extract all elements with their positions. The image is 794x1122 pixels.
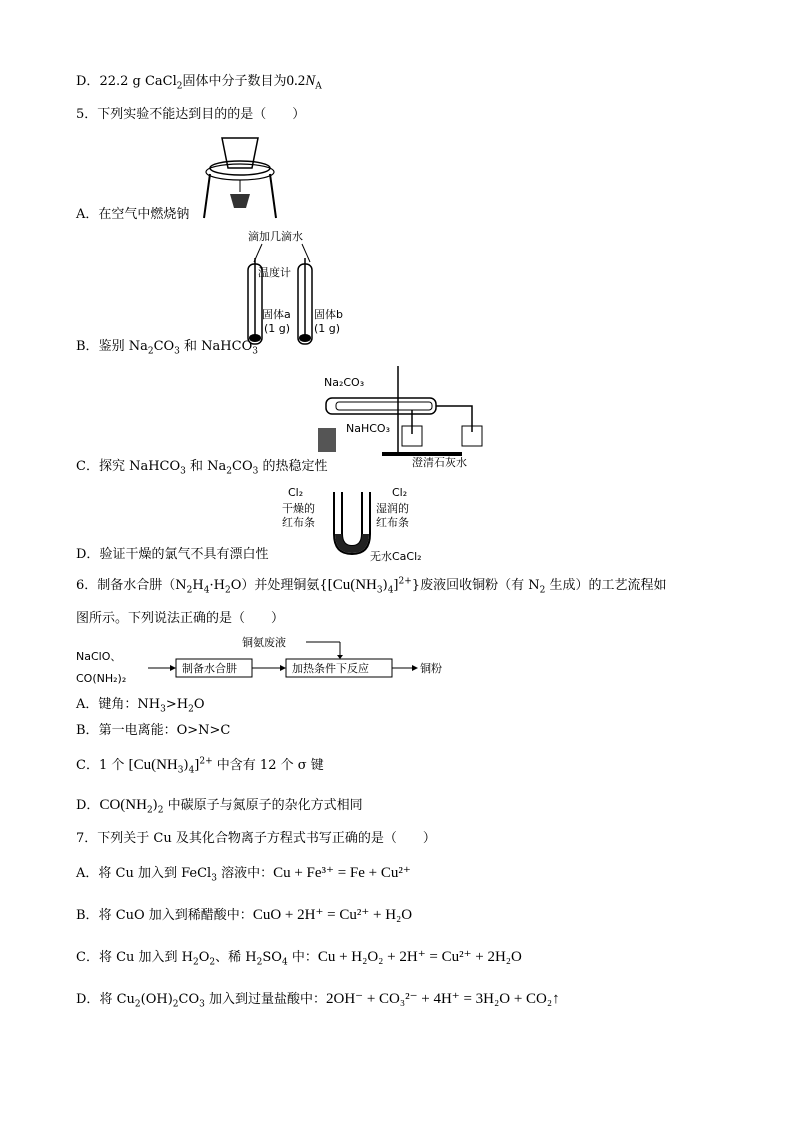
label-solid-b: 固体b bbox=[314, 308, 343, 321]
q6-option-b: B．第一电离能：O>N>C bbox=[76, 723, 231, 738]
label-anhydrous-cacl2: 无水CaCl₂ bbox=[370, 550, 422, 563]
flow-output-copper: 铜粉 bbox=[420, 662, 442, 675]
flow-input-naclo: NaClO、 bbox=[76, 650, 122, 663]
equation-a: Cu + Fe³⁺ = Fe + Cu²⁺ bbox=[273, 865, 411, 881]
label-na2co3: Na₂CO₃ bbox=[324, 376, 365, 389]
label-mass-a: (1 g) bbox=[264, 322, 291, 335]
q7-option-d: D．将 $Cu_2(OH)_2CO_3$ 加入到过量盐酸中：2OH⁻ + CO₃²⁻ + 4H⁺ = 3H₂O + CO₂↑ bbox=[76, 991, 560, 1010]
figure-identify-carbonates bbox=[232, 228, 342, 348]
q5-option-a: A．在空气中燃烧钠 bbox=[76, 207, 190, 222]
figure-thermal-stability bbox=[312, 362, 492, 469]
label-cl2-left: Cl₂ bbox=[288, 486, 304, 499]
q6-option-a: A．键角：$NH_3>H_2O$ bbox=[76, 697, 205, 715]
label-nahco3: NaHCO₃ bbox=[346, 422, 390, 435]
option-letter: D． bbox=[76, 74, 100, 89]
q6-stem-line2: 图所示。下列说法正确的是（ ） bbox=[76, 611, 285, 626]
figure-dry-chlorine bbox=[280, 482, 440, 562]
q5-option-c: C．探究 NaHCO$_3$ 和 $Na_2CO_3$ 的热稳定性 bbox=[76, 459, 328, 477]
label-dry: 干燥的 bbox=[282, 502, 315, 515]
label-thermometer: 温度计 bbox=[258, 266, 291, 279]
label-limewater: 澄清石灰水 bbox=[412, 456, 467, 469]
figure-process-flow bbox=[76, 634, 456, 690]
label-add-water: 滴加几滴水 bbox=[248, 230, 303, 243]
q5-stem: 5．下列实验不能达到目的的是（ ） bbox=[76, 107, 306, 122]
flow-input-urea: CO(NH₂)₂ bbox=[76, 672, 127, 685]
flow-box-heating: 加热条件下反应 bbox=[292, 662, 369, 675]
label-solid-a: 固体a bbox=[262, 308, 291, 321]
q7-option-b: B．将 CuO 加入到稀醋酸中：CuO + 2H⁺ = Cu²⁺ + H₂O bbox=[76, 907, 413, 923]
q5-option-b: B．鉴别 $Na_2CO_3$ 和 NaHCO$_3$ bbox=[76, 339, 258, 357]
q6-option-d: D．$CO(NH_2)_2$ 中碳原子与氮原子的杂化方式相同 bbox=[76, 797, 363, 816]
label-mass-b: (1 g) bbox=[314, 322, 341, 335]
flow-waste-label: 铜氨废液 bbox=[242, 636, 286, 649]
figure-sodium-burning bbox=[200, 130, 280, 220]
equation-c: Cu + H₂O₂ + 2H⁺ = Cu²⁺ + 2H₂O bbox=[317, 949, 522, 965]
q5-option-d: D．验证干燥的氯气不具有漂白性 bbox=[76, 547, 269, 562]
label-wet: 湿润的 bbox=[376, 502, 409, 515]
q7-option-c: C．将 Cu 加入到 $H_2O_2$、稀 $H_2SO_4$ 中：Cu + H₂O₂ + 2H⁺ = Cu²⁺ + 2H₂O bbox=[76, 949, 522, 968]
q6-option-c: C．1 个 $[Cu(NH_3)_4]^{2+}$ 中含有 12 个 σ 键 bbox=[76, 756, 324, 776]
label-red-cloth-right: 红布条 bbox=[376, 516, 409, 529]
label-cl2-right: Cl₂ bbox=[392, 486, 408, 499]
q6-stem-line1: 6．制备水合肼$(N_2H_4\cdot H_2O)$并处理铜氨$\{[Cu(NH_3)_4]^{2+}\}$废液回收铜粉（有 $N_2$ 生成）的工艺流程如 bbox=[76, 576, 667, 596]
q4-option-d: D．22.2 g CaCl$_2$固体中分子数目为$0.2N_A$ bbox=[76, 73, 322, 92]
q7-stem: 7．下列关于 Cu 及其化合物离子方程式书写正确的是（ ） bbox=[76, 831, 436, 846]
flow-box-hydrazine: 制备水合肼 bbox=[182, 662, 237, 675]
equation-d: 2OH⁻ + CO₃²⁻ + 4H⁺ = 3H₂O + CO₂↑ bbox=[325, 991, 560, 1007]
label-red-cloth-left: 红布条 bbox=[282, 516, 315, 529]
q7-option-a: A．将 Cu 加入到 FeCl$_3$ 溶液中：Cu + Fe³⁺ = Fe + Cu²⁺ bbox=[76, 865, 411, 884]
equation-b: CuO + 2H⁺ = Cu²⁺ + H₂O bbox=[252, 907, 413, 923]
